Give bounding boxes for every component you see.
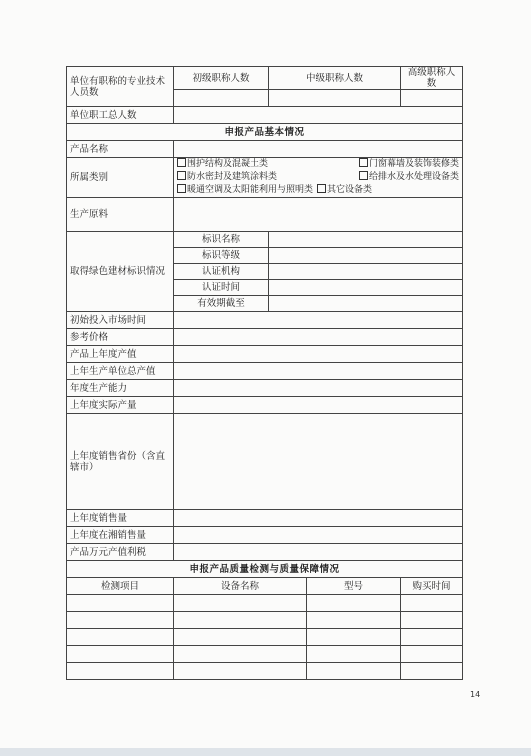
market-row-label: 初始投入市场时间 bbox=[67, 312, 174, 329]
green-label-title: 取得绿色建材标识情况 bbox=[67, 232, 174, 312]
quality-row bbox=[67, 663, 463, 680]
quality-cell[interactable] bbox=[307, 612, 401, 629]
application-form-table bbox=[66, 66, 463, 680]
page-number: 14 bbox=[470, 690, 481, 699]
quality-cell[interactable] bbox=[174, 663, 307, 680]
quality-cell[interactable] bbox=[307, 595, 401, 612]
market-row-label: 产品上年度产值 bbox=[67, 346, 174, 363]
green-label-value[interactable] bbox=[269, 248, 463, 264]
middle-count-cell[interactable] bbox=[269, 90, 401, 107]
middle-title-header: 中级职称人数 bbox=[269, 67, 401, 90]
quality-cell[interactable] bbox=[174, 612, 307, 629]
green-label-field: 认证时间 bbox=[174, 280, 269, 296]
product-name-cell[interactable] bbox=[174, 141, 463, 158]
green-label-value[interactable] bbox=[269, 264, 463, 280]
quality-cell[interactable] bbox=[174, 595, 307, 612]
quality-cell[interactable] bbox=[174, 629, 307, 646]
raw-material-cell[interactable] bbox=[174, 198, 463, 232]
green-label-field: 标识名称 bbox=[174, 232, 269, 248]
staff-title-label: 单位有职称的专业技术人员数 bbox=[67, 67, 174, 107]
sales-row-value[interactable] bbox=[174, 544, 463, 561]
checkbox-icon[interactable] bbox=[359, 158, 368, 167]
checkbox-icon[interactable] bbox=[359, 171, 368, 180]
market-row-value[interactable] bbox=[174, 397, 463, 414]
market-row-label: 上年度实际产量 bbox=[67, 397, 174, 414]
senior-title-header: 高级职称人数 bbox=[401, 67, 463, 90]
section-quality-heading: 申报产品质量检测与质量保障情况 bbox=[67, 561, 463, 578]
sales-row-label: 上年度销售量 bbox=[67, 510, 174, 527]
category-label: 所属类别 bbox=[67, 158, 174, 198]
sales-province-label: 上年度销售省份（含直辖市） bbox=[67, 414, 174, 510]
green-label-value[interactable] bbox=[269, 280, 463, 296]
quality-cell[interactable] bbox=[401, 595, 463, 612]
category-options bbox=[174, 158, 463, 198]
market-row-label: 上年生产单位总产值 bbox=[67, 363, 174, 380]
category-option[interactable]: 给排水及水处理设备类 bbox=[359, 171, 459, 184]
green-label-field: 标识等级 bbox=[174, 248, 269, 264]
junior-title-header: 初级职称人数 bbox=[174, 67, 269, 90]
green-label-field: 有效期截至 bbox=[174, 296, 269, 312]
viewer-bottom-strip bbox=[0, 748, 531, 756]
category-option[interactable]: 围护结构及混凝土类 bbox=[177, 158, 268, 171]
market-row-value[interactable] bbox=[174, 329, 463, 346]
checkbox-icon[interactable] bbox=[177, 171, 186, 180]
sales-row-label: 上年度在湘销售量 bbox=[67, 527, 174, 544]
category-option[interactable]: 门窗幕墙及装饰装修类 bbox=[359, 158, 459, 171]
quality-cell[interactable] bbox=[67, 595, 174, 612]
quality-cell[interactable] bbox=[401, 663, 463, 680]
market-row-value[interactable] bbox=[174, 380, 463, 397]
quality-header-model: 型号 bbox=[307, 578, 401, 595]
quality-cell[interactable] bbox=[67, 663, 174, 680]
raw-material-label: 生产原料 bbox=[67, 198, 174, 232]
junior-count-cell[interactable] bbox=[174, 90, 269, 107]
green-label-field: 认证机构 bbox=[174, 264, 269, 280]
market-row-label: 年度生产能力 bbox=[67, 380, 174, 397]
sales-row-value[interactable] bbox=[174, 527, 463, 544]
quality-cell[interactable] bbox=[307, 646, 401, 663]
green-label-value[interactable] bbox=[269, 296, 463, 312]
section-basic-heading: 申报产品基本情况 bbox=[67, 124, 463, 141]
quality-cell[interactable] bbox=[307, 663, 401, 680]
quality-cell[interactable] bbox=[307, 629, 401, 646]
quality-row bbox=[67, 612, 463, 629]
category-option[interactable]: 暖通空调及太阳能利用与照明类 bbox=[177, 184, 313, 197]
quality-row bbox=[67, 595, 463, 612]
sales-province-cell[interactable] bbox=[174, 414, 463, 510]
senior-count-cell[interactable] bbox=[401, 90, 463, 107]
checkbox-icon[interactable] bbox=[317, 184, 326, 193]
quality-row bbox=[67, 646, 463, 663]
quality-header-equipment: 设备名称 bbox=[174, 578, 307, 595]
category-option[interactable]: 其它设备类 bbox=[317, 184, 372, 197]
checkbox-icon[interactable] bbox=[177, 184, 186, 193]
green-label-value[interactable] bbox=[269, 232, 463, 248]
sales-row-value[interactable] bbox=[174, 510, 463, 527]
product-name-label: 产品名称 bbox=[67, 141, 174, 158]
market-row-value[interactable] bbox=[174, 363, 463, 380]
category-option[interactable]: 防水密封及建筑涂料类 bbox=[177, 171, 277, 184]
quality-row bbox=[67, 629, 463, 646]
total-staff-label: 单位职工总人数 bbox=[67, 107, 174, 124]
market-row-value[interactable] bbox=[174, 312, 463, 329]
quality-cell[interactable] bbox=[401, 646, 463, 663]
checkbox-icon[interactable] bbox=[177, 158, 186, 167]
quality-header-item: 检测项目 bbox=[67, 578, 174, 595]
total-staff-cell[interactable] bbox=[174, 107, 463, 124]
quality-cell[interactable] bbox=[174, 646, 307, 663]
quality-cell[interactable] bbox=[67, 612, 174, 629]
quality-cell[interactable] bbox=[401, 629, 463, 646]
sales-row-label: 产品万元产值利税 bbox=[67, 544, 174, 561]
quality-cell[interactable] bbox=[67, 646, 174, 663]
market-row-value[interactable] bbox=[174, 346, 463, 363]
quality-cell[interactable] bbox=[401, 612, 463, 629]
market-row-label: 参考价格 bbox=[67, 329, 174, 346]
quality-cell[interactable] bbox=[67, 629, 174, 646]
quality-header-purchase-time: 购买时间 bbox=[401, 578, 463, 595]
